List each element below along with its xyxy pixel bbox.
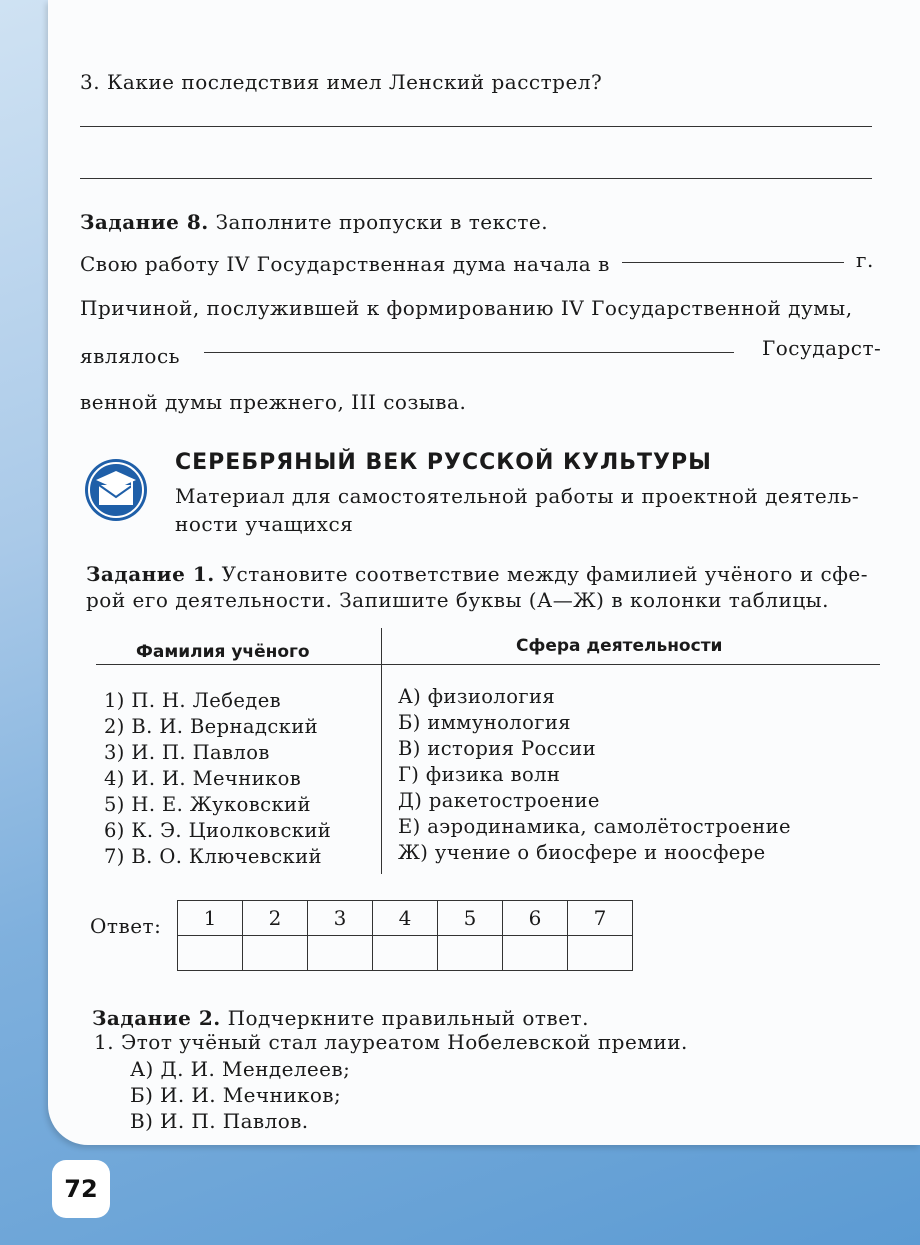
list-item: Е) аэродинамика, самолётостроение <box>398 815 791 838</box>
answer-header-row <box>178 901 633 936</box>
task-8-line-3: являлось <box>80 344 181 368</box>
list-item: 1) П. Н. Лебедев <box>104 689 282 712</box>
task-8-heading <box>80 210 548 234</box>
table-column-divider <box>381 628 382 874</box>
list-item: 6) К. Э. Циолковский <box>104 819 332 842</box>
list-item: 4) И. И. Мечников <box>104 767 302 790</box>
fill-in-blank-year[interactable] <box>622 262 844 263</box>
option-item[interactable]: Б) И. И. Мечников; <box>130 1083 342 1107</box>
answer-input-row <box>178 936 633 971</box>
task-2-instruction: Подчеркните правильный ответ. <box>227 1006 589 1030</box>
list-item: 2) В. И. Вернадский <box>104 715 319 738</box>
section-subtitle-line-2: ности учащихся <box>175 512 354 536</box>
column-header-scientist: Фамилия учёного <box>136 642 310 662</box>
answer-number-cell: 1 <box>178 901 243 936</box>
answer-input-cell[interactable] <box>178 936 243 971</box>
task-1-instruction: Установите соответствие между фамилией учёного и сфе- <box>221 562 868 586</box>
answer-input-cell[interactable] <box>373 936 438 971</box>
list-item: Г) физика волн <box>398 763 561 786</box>
task-2-options <box>130 1056 350 1134</box>
scientist-list <box>104 688 331 870</box>
section-title: СЕРЕБРЯНЫЙ ВЕК РУССКОЙ КУЛЬТУРЫ <box>175 450 712 475</box>
list-item: В) история России <box>398 737 597 760</box>
answer-number-cell: 7 <box>568 901 633 936</box>
page-number: 72 <box>52 1160 110 1218</box>
task-1-line-2: рой его деятельности. Запишите буквы (А—Ж) в колонки таблицы. <box>86 588 829 612</box>
list-item: Б) иммунология <box>398 711 571 734</box>
task-8-label: Задание 8. <box>80 210 209 234</box>
list-item: А) физиология <box>398 685 556 708</box>
task-2-heading <box>92 1006 589 1030</box>
section-subtitle-line-1: Материал для самостоятельной работы и проектной деятель- <box>175 484 860 508</box>
task-8-line-1: Свою работу IV Государственная дума начала в <box>80 252 610 276</box>
answer-line[interactable] <box>80 178 872 179</box>
task-8-line-1-end: г. <box>856 248 874 272</box>
question-3: 3. Какие последствия имел Ленский расстрел? <box>80 70 603 94</box>
answer-input-cell[interactable] <box>568 936 633 971</box>
graduation-envelope-icon <box>84 458 148 522</box>
answer-input-cell[interactable] <box>438 936 503 971</box>
task-2-label: Задание 2. <box>92 1006 221 1030</box>
fill-in-blank-reason[interactable] <box>204 352 734 353</box>
task-8-line-2: Причиной, послужившей к формированию IV Государственной думы, <box>80 296 853 320</box>
list-item: 7) В. О. Ключевский <box>104 845 322 868</box>
task-2-question: 1. Этот учёный стал лауреатом Нобелевской премии. <box>94 1030 688 1054</box>
task-8-line-4: венной думы прежнего, III созыва. <box>80 390 467 414</box>
option-item[interactable]: А) Д. И. Менделеев; <box>130 1057 351 1081</box>
answer-number-cell: 5 <box>438 901 503 936</box>
answer-number-cell: 2 <box>243 901 308 936</box>
list-item: Ж) учение о биосфере и ноосфере <box>398 841 766 864</box>
section-subtitle <box>175 482 859 538</box>
task-8-instruction: Заполните пропуски в тексте. <box>215 210 549 234</box>
answer-table <box>177 900 633 971</box>
column-header-field: Сфера деятельности <box>516 636 723 656</box>
answer-number-cell: 4 <box>373 901 438 936</box>
task-1-label: Задание 1. <box>86 562 215 586</box>
option-item[interactable]: В) И. П. Павлов. <box>130 1109 309 1133</box>
table-header-divider <box>96 664 880 665</box>
answer-line[interactable] <box>80 126 872 127</box>
list-item: 5) Н. Е. Жуковский <box>104 793 311 816</box>
answer-input-cell[interactable] <box>308 936 373 971</box>
task-1-line-1 <box>86 562 868 586</box>
answer-label: Ответ: <box>90 914 162 938</box>
list-item: Д) ракетостроение <box>398 789 600 812</box>
answer-number-cell: 6 <box>503 901 568 936</box>
task-8-line-3-end: Государст- <box>762 336 882 360</box>
list-item: 3) И. П. Павлов <box>104 741 270 764</box>
answer-number-cell: 3 <box>308 901 373 936</box>
answer-input-cell[interactable] <box>503 936 568 971</box>
field-list <box>398 684 791 866</box>
answer-input-cell[interactable] <box>243 936 308 971</box>
